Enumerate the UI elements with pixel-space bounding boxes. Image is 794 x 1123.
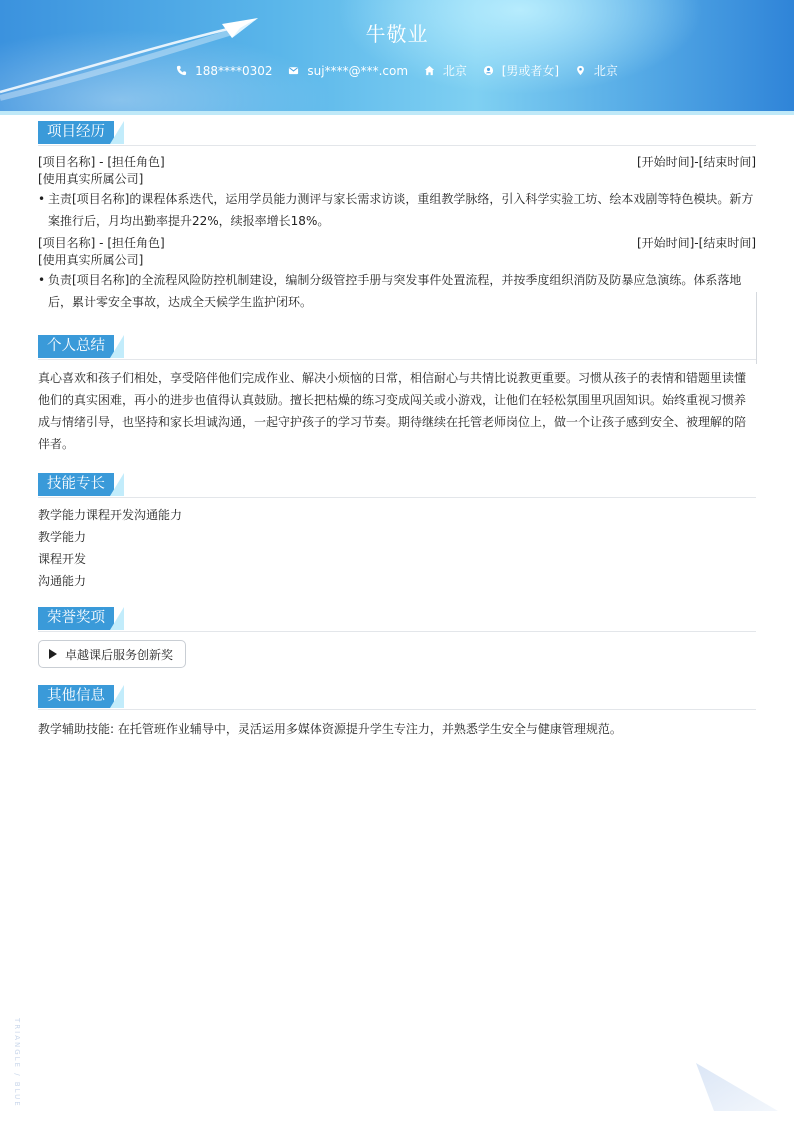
project-header-row xyxy=(38,154,756,171)
project-bullet xyxy=(38,188,756,232)
bullet-dot: • xyxy=(38,192,46,206)
user-circle-icon xyxy=(483,65,494,76)
project-entry xyxy=(38,154,756,232)
candidate-name: 牛敬业 xyxy=(365,22,429,46)
contact-gender xyxy=(483,62,559,79)
summary-section xyxy=(38,335,756,455)
phone-text: 188****0302 xyxy=(195,63,273,78)
project-company: [使用真实所属公司] xyxy=(38,253,144,267)
gender-text: [男或者女] xyxy=(501,64,560,78)
section-header xyxy=(38,607,756,632)
contact-bar xyxy=(0,62,794,79)
skill-item: 教学能力 xyxy=(38,530,87,544)
section-title: 荣誉奖项 xyxy=(38,607,114,630)
other-section xyxy=(38,685,756,740)
section-title: 项目经历 xyxy=(38,121,114,144)
section-header xyxy=(38,121,756,146)
section-title-decoration xyxy=(110,335,124,358)
resume-header xyxy=(0,0,794,111)
projects-section xyxy=(38,121,756,313)
section-title-decoration xyxy=(110,121,124,144)
contact-email xyxy=(288,64,408,78)
corner-triangle-decoration xyxy=(696,1063,794,1111)
section-header xyxy=(38,335,756,360)
play-triangle-icon xyxy=(49,649,57,659)
section-title-decoration xyxy=(110,607,124,630)
project-header-row xyxy=(38,235,756,252)
section-title: 技能专长 xyxy=(38,473,114,496)
section-title-decoration xyxy=(110,685,124,708)
bullet-dot: • xyxy=(38,273,46,287)
header-divider xyxy=(0,111,794,115)
section-header xyxy=(38,473,756,498)
home-icon xyxy=(424,65,435,76)
vertical-rule xyxy=(756,292,757,364)
contact-hometown xyxy=(424,62,467,79)
skill-item: 课程开发 xyxy=(38,552,87,566)
template-watermark: TRIANGLE / BLUE xyxy=(13,1018,21,1108)
contact-location xyxy=(575,62,618,79)
project-dates: [开始时间]-[结束时间] xyxy=(636,236,756,250)
hometown-text: 北京 xyxy=(442,64,467,78)
summary-text: 真心喜欢和孩子们相处，享受陪伴他们完成作业、解决小烦恼的日常，相信耐心与共情比说教更重要。习惯从孩子的表情和错题里读懂他们的真实困难，再小的进步也值得认真鼓励。擅长把枯燥的练习变成闯关或小游戏，让他们在轻松氛围里巩固知识。始终重视习惯养成与情绪引导，也坚持和家长坦诚沟通，一起守护孩子的学习节奏。期待继续在托管老师岗位上，做一个让孩子感到安全、被理解的陪伴者。 xyxy=(38,371,747,451)
paper-plane-decoration xyxy=(0,0,300,111)
project-name-role: [项目名称] - [担任角色] xyxy=(38,155,165,169)
skill-item: 沟通能力 xyxy=(38,574,87,588)
award-item xyxy=(38,640,186,668)
project-company: [使用真实所属公司] xyxy=(38,172,144,186)
contact-phone xyxy=(176,64,272,78)
section-title: 其他信息 xyxy=(38,685,114,708)
mail-icon xyxy=(288,65,299,76)
section-title-decoration xyxy=(110,473,124,496)
other-text: 教学辅助技能: 在托管班作业辅导中，灵活运用多媒体资源提升学生专注力，并熟悉学生安全与健康管理规范。 xyxy=(38,722,622,736)
skills-list xyxy=(38,504,756,592)
project-bullet xyxy=(38,269,756,313)
project-name-role: [项目名称] - [担任角色] xyxy=(38,236,165,250)
email-text: suj****@***.com xyxy=(307,63,409,78)
award-text: 卓越课后服务创新奖 xyxy=(65,647,174,662)
bullet-text: 负责[项目名称]的全流程风险防控机制建设，编制分级管控手册与突发事件处置流程，并按季度组织消防及防暴应急演练。体系落地后，累计零安全事故，达成全天候学生监护闭环。 xyxy=(48,273,742,309)
project-entry xyxy=(38,235,756,313)
section-title: 个人总结 xyxy=(38,335,114,358)
skills-section xyxy=(38,473,756,592)
bullet-text: 主责[项目名称]的课程体系迭代，运用学员能力测评与家长需求访谈，重组教学脉络，引入科学实验工坊、绘本戏剧等特色模块。新方案推行后，月均出勤率提升22%，续报率增长18%。 xyxy=(48,192,754,228)
skill-item: 教学能力课程开发沟通能力 xyxy=(38,508,183,522)
section-header xyxy=(38,685,756,710)
awards-section xyxy=(38,607,756,668)
project-dates: [开始时间]-[结束时间] xyxy=(636,155,756,169)
location-pin-icon xyxy=(575,65,586,76)
phone-icon xyxy=(176,65,187,76)
location-text: 北京 xyxy=(593,64,618,78)
